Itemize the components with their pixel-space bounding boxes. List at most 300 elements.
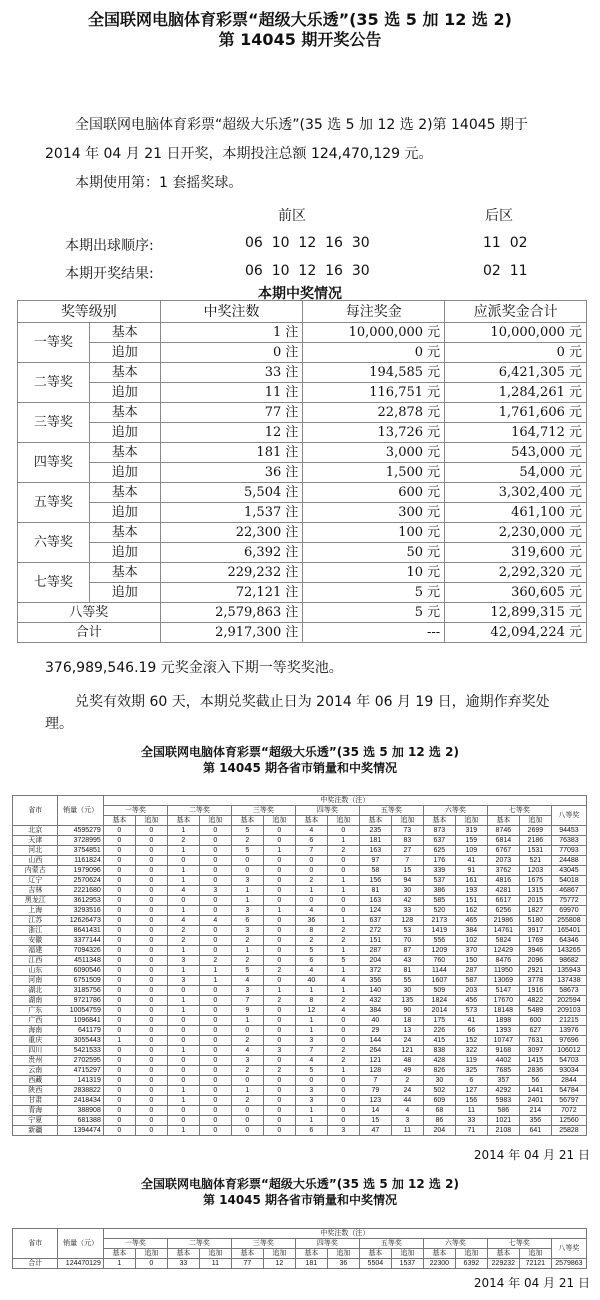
prize-row xyxy=(18,343,587,363)
province-win-count: 47 xyxy=(359,1126,391,1136)
col-basic: 基本 xyxy=(423,816,455,826)
province-win-count: 1 xyxy=(327,836,359,846)
province-row xyxy=(13,876,587,886)
province-win-count: 370 xyxy=(455,946,487,956)
province-win-count: 55 xyxy=(391,976,423,986)
province-row xyxy=(13,926,587,936)
total-title-line-1: 全国联网电脑体育彩票“超级大乐透”(35 选 5 加 12 选 2) xyxy=(141,1177,459,1191)
province-win-count: 0 xyxy=(135,886,167,896)
province-win-count: 2699 xyxy=(519,826,551,836)
province-row xyxy=(13,1086,587,1096)
col-basic: 基本 xyxy=(359,1249,391,1259)
province-win-count: 0 xyxy=(199,1016,231,1026)
prize-type: 追加 xyxy=(89,543,160,563)
prize-count: 229,232 注 xyxy=(160,563,303,583)
province-win-count: 6 xyxy=(295,1126,327,1136)
province-win-count: 2014 xyxy=(423,1006,455,1016)
province-sales: 1394474 xyxy=(58,1126,103,1136)
col-win-count-group: 中奖注数（注） xyxy=(103,796,586,806)
province-win-count: 1 xyxy=(263,906,295,916)
province-win-count: 3 xyxy=(295,1086,327,1096)
province-name: 海南 xyxy=(13,1026,58,1036)
province-win-count: 102 xyxy=(455,936,487,946)
province-win-count: 432 xyxy=(359,996,391,1006)
province-win-count: 2 xyxy=(391,1076,423,1086)
province-win-count: 13069 xyxy=(487,976,519,986)
province-win-count: 2 xyxy=(327,846,359,856)
province-win-count: 520 xyxy=(423,906,455,916)
col-level: 一等奖 xyxy=(103,1239,167,1249)
province-win-count: 7072 xyxy=(551,1106,586,1116)
province-win-count: 2 xyxy=(327,996,359,1006)
province-win-count: 3 xyxy=(327,1126,359,1136)
province-win-count: 97 xyxy=(359,856,391,866)
province-win-count: 76383 xyxy=(551,836,586,846)
province-win-count: 6392 xyxy=(455,1259,487,1269)
province-row xyxy=(13,1016,587,1026)
col-level: 三等奖 xyxy=(231,806,295,816)
province-win-count: 0 xyxy=(135,936,167,946)
province-win-count: 2096 xyxy=(519,956,551,966)
province-win-count: 2 xyxy=(231,1066,263,1076)
prize-row xyxy=(18,383,587,403)
province-win-count: 24 xyxy=(391,1086,423,1096)
province-win-count: 3097 xyxy=(519,1046,551,1056)
province-win-count: 175 xyxy=(423,1016,455,1026)
province-win-count: 2 xyxy=(295,876,327,886)
province-win-count: 0 xyxy=(199,826,231,836)
col-basic: 基本 xyxy=(295,1249,327,1259)
province-win-count: 1916 xyxy=(519,986,551,996)
province-win-count: 2844 xyxy=(551,1076,586,1086)
col-basic: 基本 xyxy=(231,1249,263,1259)
province-win-count: 0 xyxy=(167,896,199,906)
province-win-count: 94 xyxy=(391,876,423,886)
province-sales: 3728995 xyxy=(58,836,103,846)
prize-row-sum xyxy=(18,623,587,643)
province-win-count: 4 xyxy=(327,1006,359,1016)
province-win-count: 1 xyxy=(295,986,327,996)
header-count: 中奖注数 xyxy=(160,301,303,323)
province-win-count: 0 xyxy=(231,856,263,866)
province-win-count: 11 xyxy=(391,1126,423,1136)
province-win-count: 204 xyxy=(423,1126,455,1136)
province-name: 湖北 xyxy=(13,986,58,996)
province-win-count: 0 xyxy=(199,1006,231,1016)
province-win-count: 12 xyxy=(263,1259,295,1269)
prize-total: 10,000,000 元 xyxy=(445,323,587,343)
prize-level: 四等奖 xyxy=(18,443,90,483)
province-win-count: 4 xyxy=(295,906,327,916)
province-name: 黑龙江 xyxy=(13,896,58,906)
order-label: 本期出球顺序: xyxy=(65,238,154,254)
province-win-count: 123 xyxy=(359,1096,391,1106)
col-extra: 追加 xyxy=(327,1249,359,1259)
province-win-count: 3 xyxy=(231,1056,263,1066)
col-basic: 基本 xyxy=(103,1249,135,1259)
col-basic: 基本 xyxy=(103,816,135,826)
province-win-count: 128 xyxy=(391,916,423,926)
province-row xyxy=(13,966,587,976)
province-win-count: 90 xyxy=(391,1006,423,1016)
prize-header-row xyxy=(18,301,587,323)
province-win-count: 415 xyxy=(423,1036,455,1046)
front-zone-label: 前区 xyxy=(278,208,306,224)
province-win-count: 1 xyxy=(327,916,359,926)
province-win-count: 9 xyxy=(231,1006,263,1016)
province-win-count: 2 xyxy=(231,956,263,966)
province-win-count: 0 xyxy=(263,976,295,986)
province-sales: 3754851 xyxy=(58,846,103,856)
prize-row xyxy=(18,423,587,443)
province-win-count: 91 xyxy=(455,866,487,876)
province-win-count: 0 xyxy=(199,846,231,856)
province-win-count: 77093 xyxy=(551,846,586,856)
province-win-count: 5504 xyxy=(359,1259,391,1269)
province-win-count: 2 xyxy=(199,956,231,966)
province-win-count: 48 xyxy=(391,1056,423,1066)
col-extra: 追加 xyxy=(135,816,167,826)
province-win-count: 0 xyxy=(103,1086,135,1096)
province-win-count: 465 xyxy=(455,916,487,926)
prize-each: --- xyxy=(303,623,445,643)
province-win-count: 255808 xyxy=(551,916,586,926)
col-win-count-group: 中奖注数（注） xyxy=(103,1229,586,1239)
province-win-count: 1 xyxy=(327,886,359,896)
province-win-count: 0 xyxy=(135,1106,167,1116)
province-win-count: 5 xyxy=(295,946,327,956)
col-level: 五等奖 xyxy=(359,1239,423,1249)
province-row xyxy=(13,1259,587,1269)
province-win-count: 0 xyxy=(103,1026,135,1036)
province-win-count: 77 xyxy=(231,1259,263,1269)
province-sales: 2570624 xyxy=(58,876,103,886)
col-basic: 基本 xyxy=(359,816,391,826)
province-name: 河南 xyxy=(13,976,58,986)
province-win-count: 5 xyxy=(327,956,359,966)
province-win-count: 0 xyxy=(263,1086,295,1096)
province-sales: 3185756 xyxy=(58,986,103,996)
province-win-count: 0 xyxy=(135,896,167,906)
col-sales: 销量（元） xyxy=(58,796,103,826)
province-win-count: 54784 xyxy=(551,1086,586,1096)
province-win-count: 5983 xyxy=(487,1096,519,1106)
province-win-count: 5 xyxy=(295,1066,327,1076)
province-win-count: 0 xyxy=(167,1076,199,1086)
province-win-count: 2 xyxy=(231,1036,263,1046)
province-win-count: 0 xyxy=(263,1056,295,1066)
province-win-count: 2 xyxy=(231,836,263,846)
province-win-count: 2 xyxy=(167,926,199,936)
province-win-count: 235 xyxy=(359,826,391,836)
province-win-count: 165401 xyxy=(551,926,586,936)
province-name: 吉林 xyxy=(13,886,58,896)
province-win-count: 12560 xyxy=(551,1116,586,1126)
province-win-count: 0 xyxy=(135,1076,167,1086)
province-name: 福建 xyxy=(13,946,58,956)
province-win-count: 81 xyxy=(391,966,423,976)
province-win-count: 4 xyxy=(391,1106,423,1116)
prize-total: 164,712 元 xyxy=(445,423,587,443)
province-win-count: 0 xyxy=(135,856,167,866)
province-win-count: 9168 xyxy=(487,1046,519,1056)
prize-type: 基本 xyxy=(89,523,160,543)
prize-total: 3,302,400 元 xyxy=(445,483,587,503)
province-win-count: 0 xyxy=(327,1026,359,1036)
province-win-count: 152 xyxy=(455,1036,487,1046)
col-basic: 基本 xyxy=(167,816,199,826)
prize-count: 1 注 xyxy=(160,323,303,343)
province-win-count: 0 xyxy=(263,1016,295,1026)
validity-note-line-1: 兑奖有效期 60 天，本期兑奖截止日为 2014 年 06 月 19 日，逾期作弃奖处 xyxy=(75,694,550,710)
province-win-count: 0 xyxy=(263,1026,295,1036)
province-win-count: 0 xyxy=(135,1259,167,1269)
province-win-count: 384 xyxy=(455,926,487,936)
province-win-count: 339 xyxy=(423,866,455,876)
prize-row xyxy=(18,443,587,463)
province-win-count: 0 xyxy=(199,1066,231,1076)
province-win-count: 0 xyxy=(103,1006,135,1016)
province-win-count: 0 xyxy=(199,1026,231,1036)
province-win-count: 0 xyxy=(103,936,135,946)
province-sales: 4715297 xyxy=(58,1066,103,1076)
province-win-count: 15 xyxy=(391,866,423,876)
province-win-count: 42 xyxy=(391,896,423,906)
province-win-count: 140 xyxy=(359,986,391,996)
province-win-count: 1 xyxy=(231,1086,263,1096)
province-win-count: 0 xyxy=(135,1116,167,1126)
province-win-count: 4 xyxy=(167,886,199,896)
province-sales: 2838822 xyxy=(58,1086,103,1096)
province-win-count: 0 xyxy=(103,856,135,866)
province-win-count: 3 xyxy=(167,976,199,986)
province-win-count: 69970 xyxy=(551,906,586,916)
province-name: 广东 xyxy=(13,1006,58,1016)
province-win-count: 66 xyxy=(455,1026,487,1036)
province-win-count: 1 xyxy=(295,1026,327,1036)
province-sales: 5421533 xyxy=(58,1046,103,1056)
province-win-count: 0 xyxy=(231,866,263,876)
province-win-count: 0 xyxy=(327,1036,359,1046)
province-win-count: 25828 xyxy=(551,1126,586,1136)
province-win-count: 2 xyxy=(295,936,327,946)
province-win-count: 7685 xyxy=(487,1066,519,1076)
province-win-count: 2 xyxy=(231,1096,263,1106)
province-sales: 7094326 xyxy=(58,946,103,956)
province-win-count: 1 xyxy=(295,886,327,896)
province-win-count: 0 xyxy=(135,826,167,836)
province-win-count: 0 xyxy=(263,1076,295,1086)
province-win-count: 0 xyxy=(103,946,135,956)
province-row xyxy=(13,886,587,896)
province-win-count: 3 xyxy=(199,886,231,896)
province-win-count: 0 xyxy=(199,876,231,886)
province-row xyxy=(13,906,587,916)
province-win-count: 0 xyxy=(167,1026,199,1036)
prize-each: 10 元 xyxy=(303,563,445,583)
province-win-count: 58 xyxy=(359,866,391,876)
province-name: 四川 xyxy=(13,1046,58,1056)
province-win-count: 156 xyxy=(359,876,391,886)
province-row xyxy=(13,1076,587,1086)
province-win-count: 2173 xyxy=(423,916,455,926)
province-win-count: 0 xyxy=(199,866,231,876)
province-sales: 641179 xyxy=(58,1026,103,1036)
province-win-count: 0 xyxy=(231,1126,263,1136)
province-win-count: 0 xyxy=(263,826,295,836)
province-win-count: 4281 xyxy=(487,886,519,896)
col-basic: 基本 xyxy=(231,816,263,826)
prize-type: 基本 xyxy=(89,403,160,423)
col-province: 省市 xyxy=(13,796,58,826)
prize-count: 11 注 xyxy=(160,383,303,403)
province-win-count: 12 xyxy=(295,1006,327,1016)
province-win-count: 7631 xyxy=(519,1036,551,1046)
col-extra: 追加 xyxy=(263,816,295,826)
province-name: 天津 xyxy=(13,836,58,846)
province-win-count: 41 xyxy=(455,856,487,866)
province-win-count: 1 xyxy=(167,966,199,976)
province-win-count: 0 xyxy=(199,1096,231,1106)
province-win-count: 428 xyxy=(423,1056,455,1066)
province-name: 辽宁 xyxy=(13,876,58,886)
province-win-count: 0 xyxy=(327,1106,359,1116)
province-name: 山东 xyxy=(13,966,58,976)
province-sales: 3293516 xyxy=(58,906,103,916)
province-win-count: 1 xyxy=(199,976,231,986)
prize-count: 0 注 xyxy=(160,343,303,363)
province-win-count: 1209 xyxy=(423,946,455,956)
province-win-count: 356 xyxy=(359,976,391,986)
province-win-count: 79 xyxy=(359,1086,391,1096)
province-win-count: 0 xyxy=(135,836,167,846)
province-win-count: 637 xyxy=(423,836,455,846)
order-back: 11 02 xyxy=(483,235,528,251)
prize-total: 0 元 xyxy=(445,343,587,363)
province-win-count: 0 xyxy=(295,856,327,866)
province-row xyxy=(13,1046,587,1056)
province-win-count: 0 xyxy=(135,986,167,996)
province-win-count: 1898 xyxy=(487,1016,519,1026)
prize-type: 追加 xyxy=(89,503,160,523)
prize-table-caption: 本期中奖情况 xyxy=(258,286,342,302)
total-date: 2014 年 04 月 21 日 xyxy=(473,1276,590,1290)
province-sales: 141319 xyxy=(58,1076,103,1086)
col-basic: 基本 xyxy=(487,1249,519,1259)
province-win-count: 3 xyxy=(391,1116,423,1126)
province-win-count: 163 xyxy=(359,896,391,906)
province-win-count: 0 xyxy=(135,1036,167,1046)
prize-each: 10,000,000 元 xyxy=(303,323,445,343)
prize-each: 50 元 xyxy=(303,543,445,563)
province-win-count: 4 xyxy=(327,976,359,986)
province-win-count: 71 xyxy=(455,1126,487,1136)
province-win-count: 2 xyxy=(327,926,359,936)
province-win-count: 43 xyxy=(391,956,423,966)
province-win-count: 109 xyxy=(455,846,487,856)
province-win-count: 0 xyxy=(199,1086,231,1096)
province-win-count: 0 xyxy=(263,1006,295,1016)
province-win-count: 1441 xyxy=(519,1086,551,1096)
province-win-count: 0 xyxy=(103,926,135,936)
province-win-count: 0 xyxy=(103,1046,135,1056)
province-row xyxy=(13,1106,587,1116)
province-win-count: 556 xyxy=(423,936,455,946)
prize-type: 追加 xyxy=(89,583,160,603)
province-sales: 2418434 xyxy=(58,1096,103,1106)
province-sales: 4595279 xyxy=(58,826,103,836)
total-table xyxy=(12,1228,587,1269)
province-win-count: 0 xyxy=(199,1036,231,1046)
province-win-count: 1 xyxy=(263,846,295,856)
province-win-count: 0 xyxy=(327,856,359,866)
header-each: 每注奖金 xyxy=(303,301,445,323)
province-win-count: 4 xyxy=(295,1056,327,1066)
province-win-count: 826 xyxy=(423,1066,455,1076)
province-win-count: 128 xyxy=(359,1066,391,1076)
province-win-count: 356 xyxy=(519,1116,551,1126)
province-win-count: 46867 xyxy=(551,886,586,896)
prize-total: 42,094,224 元 xyxy=(445,623,587,643)
province-win-count: 0 xyxy=(263,916,295,926)
province-win-count: 0 xyxy=(167,1016,199,1026)
province-row xyxy=(13,836,587,846)
province-win-count: 1419 xyxy=(423,926,455,936)
province-win-count: 4 xyxy=(295,966,327,976)
prize-type: 基本 xyxy=(89,443,160,463)
province-win-count: 0 xyxy=(135,876,167,886)
province-win-count: 509 xyxy=(423,986,455,996)
province-row xyxy=(13,1116,587,1126)
province-win-count: 8746 xyxy=(487,826,519,836)
prize-row xyxy=(18,463,587,483)
province-win-count: 176 xyxy=(423,856,455,866)
province-win-count: 163 xyxy=(359,846,391,856)
province-win-count: 0 xyxy=(103,826,135,836)
col-sales: 销量（元） xyxy=(58,1229,103,1259)
province-win-count: 0 xyxy=(199,1106,231,1116)
province-win-count: 30 xyxy=(423,1076,455,1086)
province-win-count: 573 xyxy=(455,1006,487,1016)
col-extra: 追加 xyxy=(135,1249,167,1259)
prize-each: 600 元 xyxy=(303,483,445,503)
province-win-count: 0 xyxy=(231,1116,263,1126)
province-name: 西藏 xyxy=(13,1076,58,1086)
province-win-count: 0 xyxy=(327,826,359,836)
province-row xyxy=(13,856,587,866)
col-level: 二等奖 xyxy=(167,1239,231,1249)
prize-row xyxy=(18,583,587,603)
province-win-count: 0 xyxy=(263,1036,295,1046)
province-row xyxy=(13,1126,587,1136)
prize-level: 一等奖 xyxy=(18,323,90,363)
province-win-count: 14 xyxy=(359,1106,391,1116)
province-win-count: 11 xyxy=(199,1259,231,1269)
province-row xyxy=(13,896,587,906)
province-win-count: 3762 xyxy=(487,866,519,876)
col-level: 七等奖 xyxy=(487,806,551,816)
prize-count: 6,392 注 xyxy=(160,543,303,563)
prize-each: 5 元 xyxy=(303,603,445,623)
province-name: 江西 xyxy=(13,956,58,966)
province-win-count: 7 xyxy=(295,846,327,856)
province-win-count: 760 xyxy=(423,956,455,966)
province-win-count: 386 xyxy=(423,886,455,896)
province-win-count: 287 xyxy=(455,966,487,976)
province-win-count: 2186 xyxy=(519,836,551,846)
province-win-count: 64346 xyxy=(551,936,586,946)
prize-level: 六等奖 xyxy=(18,523,90,563)
